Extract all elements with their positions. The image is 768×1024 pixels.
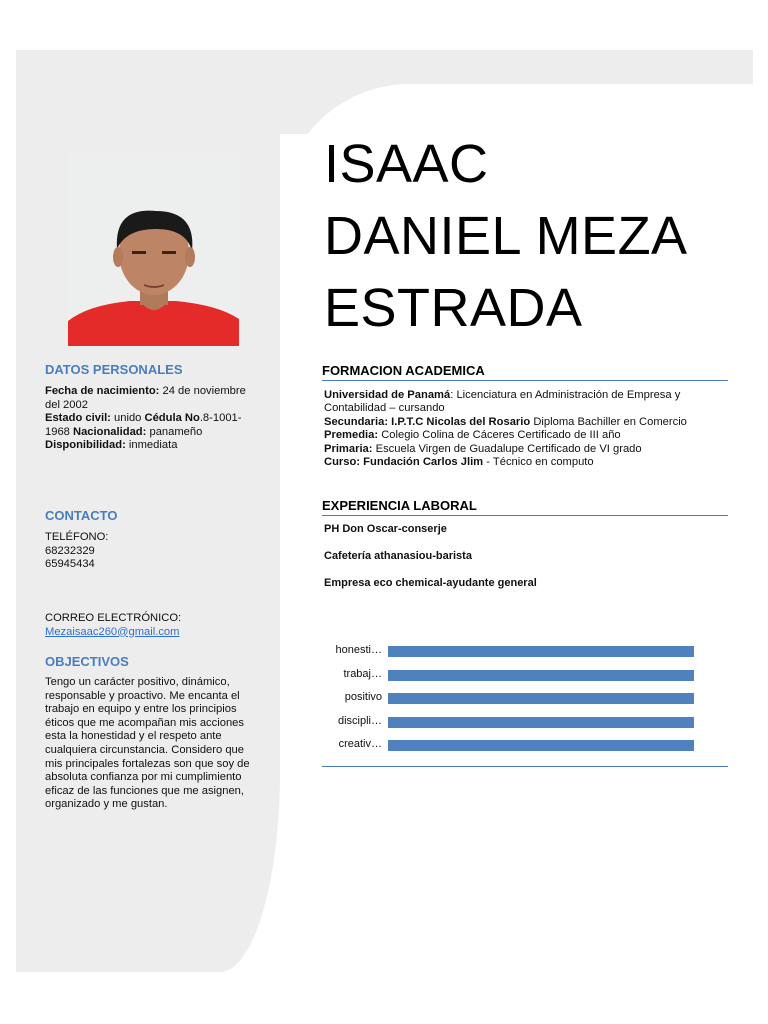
telefono-label: TELÉFONO: — [45, 531, 109, 543]
skill-row — [322, 737, 722, 753]
formacion-item: Curso: Fundación Carlos Jlim - Técnico en computo — [324, 456, 594, 469]
phone-1: 68232329 — [45, 544, 95, 557]
skill-label: discipli… — [337, 714, 382, 727]
skill-bar — [388, 717, 694, 728]
skill-label: honesti… — [335, 644, 382, 656]
skill-row — [322, 714, 722, 730]
datos-personales-block — [45, 385, 263, 453]
candidate-name — [324, 128, 754, 344]
skill-bar — [388, 670, 694, 681]
phone-2: 65945434 — [45, 558, 95, 571]
skill-row — [322, 643, 722, 659]
experiencia-item: Cafetería athanasiou-barista — [324, 550, 472, 562]
email-link[interactable]: Mezaisaac260@gmail.com — [45, 625, 180, 638]
skill-bar — [388, 693, 694, 704]
cedula-label: Cédula No — [144, 412, 200, 425]
skill-label: creativ… — [338, 738, 382, 750]
nacionalidad-label: Nacionalidad: — [73, 425, 147, 438]
skill-row — [322, 667, 722, 683]
formacion-item: Universidad de Panamá: Licenciatura en Administración de Empresa y Contabilidad – cursando — [324, 389, 681, 415]
fecha-label: Fecha de nacimiento: — [45, 385, 160, 397]
objetivos-text: Tengo un carácter positivo, dinámico, responsable y proactivo. Me encanta el trabajo en equipo y entre los principios éticos que me acompañan mis acciones esta la honestidad y el respeto ante cualquiera circunstancia. Considero que mis principales fortalezas son que soy de absoluta confianza por mi cumplimiento eficaz de las funciones que me asignen, organizado y me gustan. — [45, 676, 250, 811]
objetivos-title: OBJECTIVOS — [45, 654, 129, 669]
skill-bar — [388, 740, 694, 751]
name-line-1: ISAAC — [324, 134, 489, 194]
skill-label: trabaj… — [343, 667, 382, 680]
formacion-title: FORMACION ACADEMICA — [322, 363, 485, 378]
skill-label: positivo — [344, 691, 382, 703]
disponibilidad-value: inmediata — [125, 439, 178, 452]
skill-bar — [388, 646, 694, 657]
profile-photo — [68, 153, 239, 346]
formacion-item: Secundaria: I.P.T.C Nicolas del Rosario Diploma Bachiller en Comercio — [324, 415, 687, 428]
nacionalidad-value: panameño — [146, 425, 203, 438]
skill-row — [322, 690, 722, 706]
formacion-list — [324, 389, 729, 469]
contacto-block — [45, 531, 263, 572]
formacion-item: Premedia: Colegio Colina de Cáceres Certificado de III año — [324, 429, 621, 442]
correo-label: CORREO ELECTRÓNICO: — [45, 612, 182, 624]
skills-rule — [322, 766, 728, 767]
cedula-value: .8-1001-1968 — [45, 412, 242, 438]
formacion-item: Primaria: Escuela Virgen de Guadalupe Certificado de VI grado — [324, 442, 642, 455]
disponibilidad-label: Disponibilidad: — [45, 439, 126, 452]
datos-personales-title: DATOS PERSONALES — [45, 362, 183, 377]
experiencia-item: Empresa eco chemical-ayudante general — [324, 577, 537, 589]
correo-block — [45, 612, 263, 639]
experiencia-rule — [322, 515, 728, 516]
contacto-title: CONTACTO — [45, 508, 118, 523]
fecha-value: 24 de noviembre del 2002 — [45, 385, 246, 411]
estado-label: Estado civil: — [45, 412, 111, 425]
experiencia-item: PH Don Oscar-conserje — [324, 523, 447, 535]
formacion-rule — [322, 380, 728, 381]
person-photo-icon — [68, 153, 239, 346]
experiencia-title: EXPERIENCIA LABORAL — [322, 498, 477, 513]
estado-value: unido — [110, 412, 145, 425]
name-line-3: ESTRADA — [324, 278, 583, 338]
name-line-2: DANIEL MEZA — [324, 206, 688, 266]
